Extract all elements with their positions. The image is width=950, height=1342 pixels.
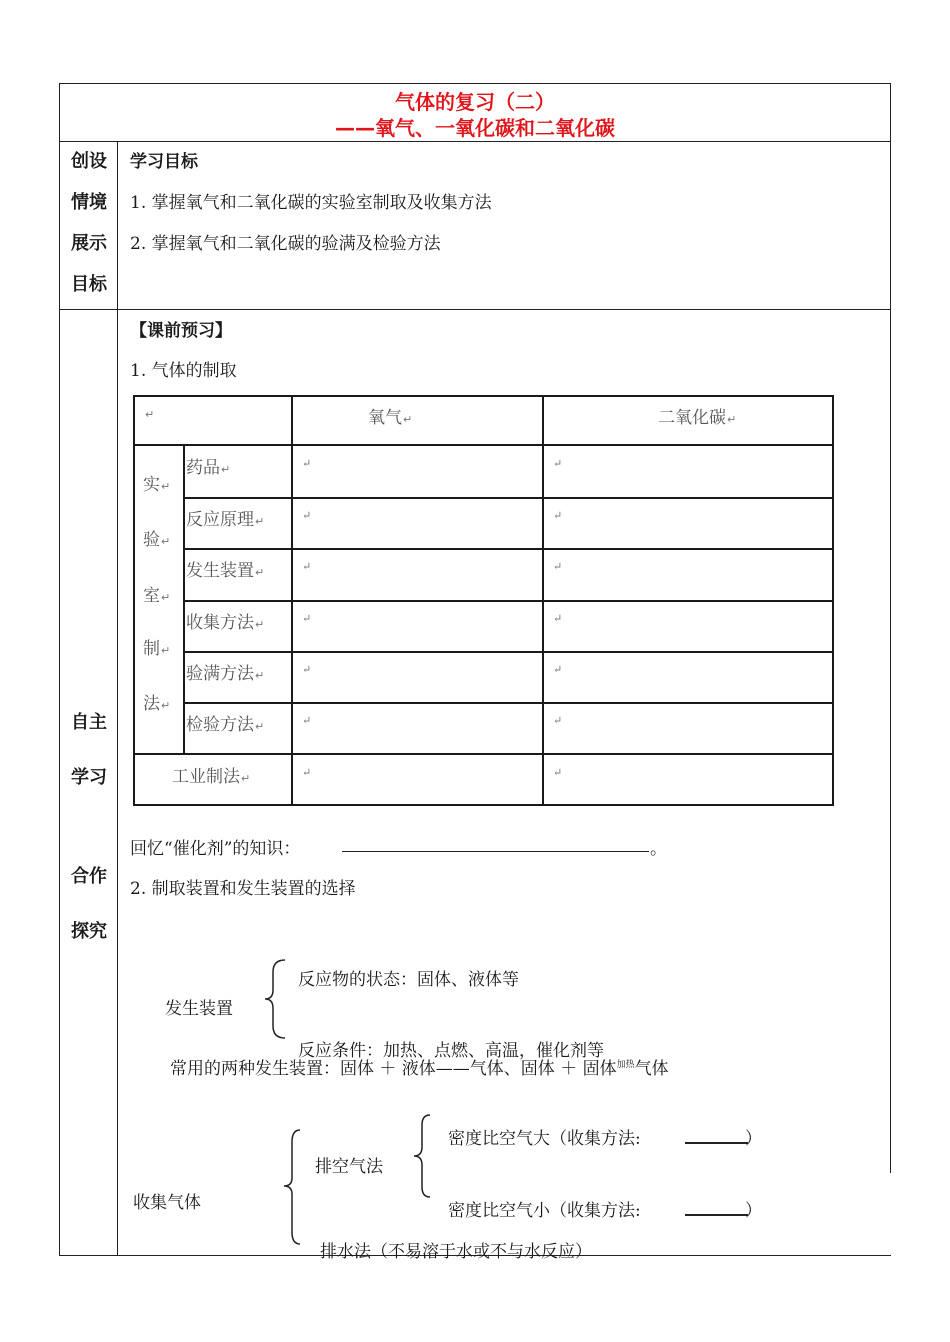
section2-label-1: 自主 — [71, 712, 107, 733]
recall-period: 。 — [650, 839, 667, 859]
row-label-industrial: 工业制法↵ — [172, 767, 251, 787]
generator-state: 反应物的状态：固体、液体等 — [298, 970, 519, 990]
cell-mark: ↵ — [302, 560, 312, 573]
table-corner-cell — [144, 403, 154, 423]
collection-label: 收集气体 — [133, 1193, 201, 1213]
preview-heading: 【课前预习】 — [130, 321, 232, 341]
page-subtitle: ——氧气、一氧化碳和二氧化碳 — [335, 116, 615, 140]
table-hline — [183, 702, 834, 704]
denser-than-air: 密度比空气大（收集方法: — [448, 1129, 641, 1149]
heat-condition-label: 加热 — [616, 1060, 635, 1070]
group-label-char: 实↵ — [143, 475, 171, 495]
denser-method-blank[interactable] — [685, 1142, 748, 1144]
lighter-close: ） — [745, 1201, 762, 1221]
air-displacement-method: 排空气法 — [315, 1157, 383, 1177]
objectives-heading: 学习目标 — [130, 152, 198, 172]
apparatus-selection-heading: 2. 制取装置和发生装置的选择 — [130, 879, 356, 899]
section2-label-2: 学习 — [71, 767, 107, 788]
table-hline — [133, 444, 834, 446]
common-generators: 常用的两种发生装置：固体 ＋ 液体——气体、固体 ＋ 固体$^{加热}$气体 — [170, 1059, 669, 1079]
table-vline — [291, 395, 293, 806]
group-label-char: 室↵ — [143, 586, 171, 606]
section1-label-4: 目标 — [71, 274, 107, 295]
section1-label-1: 创设 — [71, 151, 107, 172]
denser-close: ） — [745, 1129, 762, 1149]
table-header-co2: 二氧化碳↵ — [658, 408, 737, 428]
cell-mark: ↵ — [302, 714, 312, 727]
cell-mark: ↵ — [302, 457, 312, 470]
cell-mark: ↵ — [553, 714, 563, 727]
section2-label-3: 合作 — [71, 866, 107, 887]
row-label-apparatus: 发生装置↵ — [186, 561, 265, 581]
cell-mark: ↵ — [302, 509, 312, 522]
objective-1: 1. 掌握氧气和二氧化碳的实验室制取及收集方法 — [130, 193, 492, 213]
gas-preparation-heading: 1. 气体的制取 — [130, 361, 237, 381]
lighter-than-air: 密度比空气小（收集方法: — [448, 1201, 641, 1221]
table-hline — [183, 651, 834, 653]
table-hline — [133, 804, 834, 806]
section-divider — [59, 309, 891, 310]
row-label-reagents: 药品↵ — [186, 458, 231, 478]
table-vline — [133, 395, 135, 806]
frame-right — [890, 83, 891, 1173]
page-title: 气体的复习（二） — [395, 90, 555, 114]
section1-label-2: 情境 — [71, 192, 107, 213]
cell-mark: ↵ — [553, 560, 563, 573]
cell-mark: ↵ — [553, 612, 563, 625]
recall-catalyst-prompt: 回忆“催化剂”的知识： — [130, 839, 301, 859]
frame-left — [59, 83, 60, 1256]
cell-mark: ↵ — [553, 766, 563, 779]
title-divider — [59, 141, 891, 142]
row-label-principle: 反应原理↵ — [186, 510, 265, 530]
cell-mark: ↵ — [302, 612, 312, 625]
table-hline — [133, 753, 834, 755]
table-hline — [133, 395, 834, 397]
row-label-test: 检验方法↵ — [186, 715, 265, 735]
generator-label: 发生装置 — [165, 999, 233, 1019]
cell-mark: ↵ — [302, 766, 312, 779]
cell-mark: ↵ — [302, 663, 312, 676]
frame-top — [59, 83, 891, 84]
group-label-char: 验↵ — [143, 530, 171, 550]
row-label-full-check: 验满方法↵ — [186, 664, 265, 684]
paragraph-mark: ↵ — [145, 408, 155, 421]
lighter-method-blank[interactable] — [685, 1214, 748, 1216]
row-label-collection: 收集方法↵ — [186, 613, 265, 633]
table-hline — [183, 600, 834, 602]
group-label-char: 制↵ — [143, 639, 171, 659]
table-header-oxygen: 氧气↵ — [368, 408, 413, 428]
cell-mark: ↵ — [553, 509, 563, 522]
objective-2: 2. 掌握氧气和二氧化碳的验满及检验方法 — [130, 234, 441, 254]
water-displacement-method: 排水法（不易溶于水或不与水反应） — [320, 1242, 592, 1262]
table-vline — [542, 395, 544, 806]
generator-conditions: 反应条件：加热、点燃、高温，催化剂等 — [298, 1041, 604, 1061]
group-label-char: 法↵ — [143, 694, 171, 714]
generator-brace-icon — [263, 958, 293, 1040]
cell-mark: ↵ — [553, 663, 563, 676]
section2-label-4: 探究 — [71, 921, 107, 942]
table-vline — [183, 444, 185, 755]
air-method-brace-icon — [412, 1113, 436, 1199]
table-vline — [832, 395, 834, 806]
collection-brace-icon — [282, 1128, 306, 1246]
table-hline — [183, 497, 834, 499]
section1-label-3: 展示 — [71, 233, 107, 254]
table-hline — [183, 548, 834, 550]
recall-answer-blank[interactable] — [342, 851, 649, 852]
column-divider — [117, 141, 118, 1256]
cell-mark: ↵ — [553, 457, 563, 470]
